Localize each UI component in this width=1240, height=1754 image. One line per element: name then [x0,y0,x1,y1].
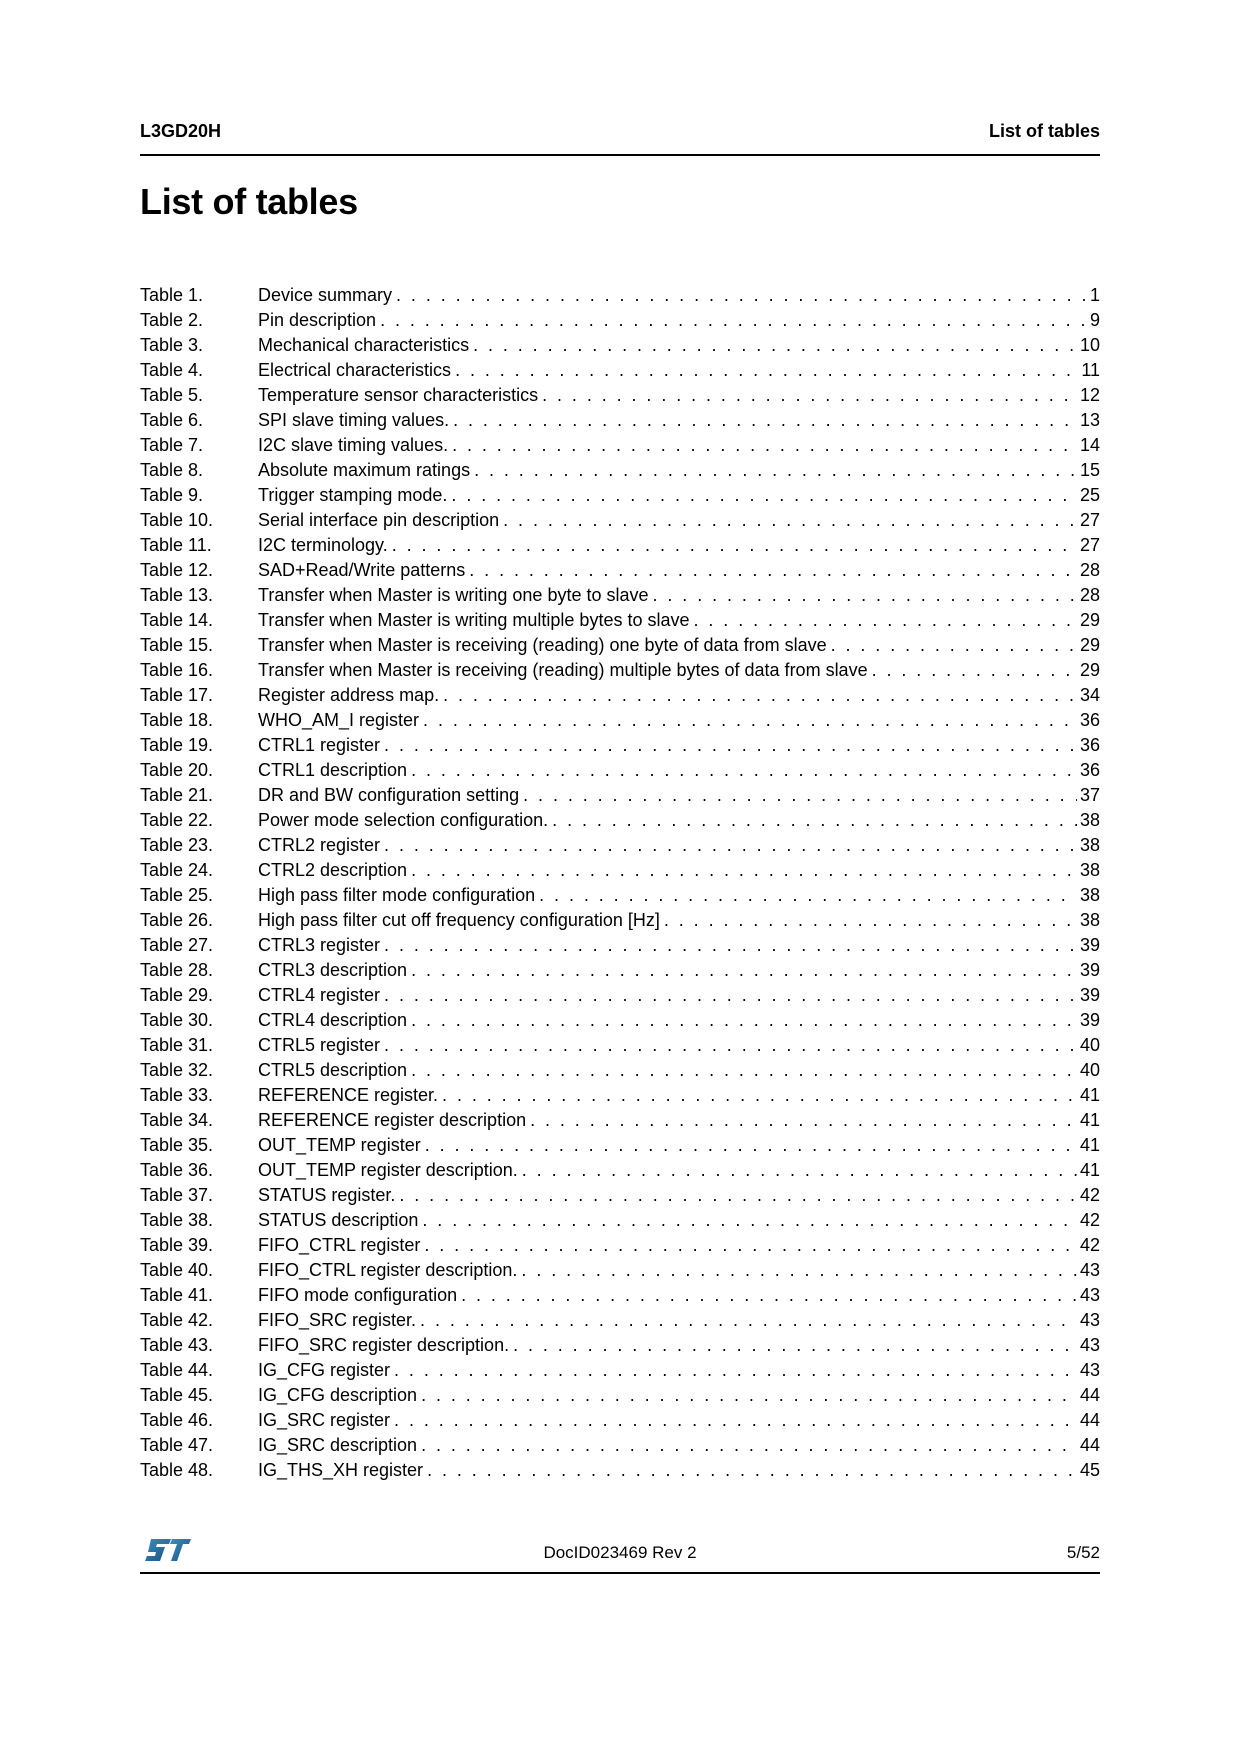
table-number: Table 38. [140,1210,214,1230]
dot-leader [542,383,1077,408]
header-divider [140,154,1100,156]
table-number: Table 25. [140,885,214,905]
table-title-link[interactable]: CTRL4 register [258,983,384,1008]
table-title-link[interactable]: Transfer when Master is receiving (reading) one byte of data from slave [258,633,831,658]
dot-leader [872,658,1077,683]
page-number-link[interactable]: 11 [1081,360,1100,380]
dot-leader [523,783,1077,808]
dot-leader [461,1283,1077,1308]
table-number: Table 15. [140,635,214,655]
dot-leader [384,1033,1077,1058]
toc-entry[interactable] [140,558,1100,583]
page-number-link[interactable]: 44 [1079,1435,1100,1455]
dot-leader [474,458,1077,483]
toc-entry[interactable] [140,908,1100,933]
table-number: Table 30. [140,1010,214,1030]
page-number-link[interactable]: 44 [1079,1410,1100,1430]
dot-leader [392,533,1077,558]
table-title-link[interactable]: FIFO_CTRL register [258,1233,424,1258]
table-title-link[interactable]: I2C slave timing values. [258,433,452,458]
table-title-link[interactable]: IG_CFG register [258,1358,394,1383]
table-number: Table 4. [140,360,204,380]
table-title-link[interactable]: CTRL1 description [258,758,411,783]
dot-leader [503,508,1077,533]
table-title-link[interactable]: IG_SRC description [258,1433,421,1458]
page-number-link[interactable]: 38 [1079,910,1100,930]
table-title-link[interactable]: CTRL2 register [258,833,384,858]
toc-entry[interactable] [140,633,1100,658]
page-header [140,121,1100,145]
dot-leader [427,1458,1077,1483]
dot-leader [384,983,1077,1008]
page-number-link[interactable]: 36 [1079,760,1100,780]
toc-entry[interactable] [140,1333,1100,1358]
dot-leader [396,283,1087,308]
dot-leader [411,758,1077,783]
page-number-link[interactable]: 29 [1079,660,1100,680]
table-number: Table 34. [140,1110,214,1130]
page-title: List of tables [140,181,358,222]
page-number-link[interactable]: 38 [1079,835,1100,855]
toc-entry[interactable] [140,1258,1100,1283]
table-number: Table 47. [140,1435,214,1455]
page-number-link[interactable]: 39 [1079,935,1100,955]
dot-leader [384,933,1077,958]
table-title-link[interactable]: CTRL3 register [258,933,384,958]
page-number-link[interactable]: 41 [1079,1135,1100,1155]
table-number: Table 5. [140,385,204,405]
table-number: Table 19. [140,735,214,755]
page-number-link[interactable]: 40 [1079,1035,1100,1055]
dot-leader [469,558,1077,583]
page-number-link[interactable]: 43 [1079,1360,1100,1380]
toc-entry[interactable] [140,858,1100,883]
toc-entry[interactable] [140,658,1100,683]
toc-entry[interactable] [140,1283,1100,1308]
dot-leader [394,1358,1077,1383]
table-title-link[interactable]: DR and BW configuration setting [258,783,523,808]
page-number-link[interactable]: 14 [1079,435,1100,455]
table-number: Table 46. [140,1410,214,1430]
table-number: Table 45. [140,1385,214,1405]
page-number-link[interactable]: 42 [1079,1185,1100,1205]
table-number: Table 37. [140,1185,214,1205]
page-number-link[interactable]: 41 [1079,1110,1100,1130]
table-number: Table 9. [140,485,204,505]
table-number: Table 16. [140,660,214,680]
page-number-link[interactable]: 39 [1079,960,1100,980]
toc-entry[interactable] [140,1133,1100,1158]
toc-entry[interactable] [140,983,1100,1008]
table-number: Table 27. [140,935,214,955]
toc-entry[interactable] [140,1358,1100,1383]
table-number: Table 24. [140,860,214,880]
toc-entry[interactable] [140,608,1100,633]
table-title-link[interactable]: WHO_AM_I register [258,708,423,733]
table-title-link[interactable]: Register address map. [258,683,443,708]
table-title-link[interactable]: Pin description [258,308,380,333]
toc-entry[interactable] [140,283,1100,308]
table-title-link[interactable]: REFERENCE register description [258,1108,530,1133]
toc-entry[interactable] [140,408,1100,433]
page-number-link[interactable]: 38 [1079,810,1100,830]
dot-leader [664,908,1077,933]
page-number-link[interactable]: 27 [1079,510,1100,530]
page-number-link[interactable]: 9 [1089,310,1100,330]
dot-leader [421,1383,1077,1408]
dot-leader [421,1433,1077,1458]
table-title-link[interactable]: Power mode selection configuration. [258,808,552,833]
dot-leader [442,1083,1077,1108]
page-number-link[interactable]: 41 [1079,1160,1100,1180]
table-title-link[interactable]: High pass filter mode configuration [258,883,539,908]
table-title-link[interactable]: FIFO mode configuration [258,1283,461,1308]
table-number: Table 18. [140,710,214,730]
page-number-link[interactable]: 28 [1079,560,1100,580]
table-number: Table 7. [140,435,204,455]
table-number: Table 14. [140,610,214,630]
table-title-link[interactable]: Device summary [258,283,396,308]
table-number: Table 12. [140,560,214,580]
dot-leader [451,483,1077,508]
page-number-link[interactable]: 45 [1079,1460,1100,1480]
table-number: Table 48. [140,1460,214,1480]
table-title-link[interactable]: Electrical characteristics [258,358,455,383]
page-number-link[interactable]: 34 [1079,685,1100,705]
table-number: Table 39. [140,1235,214,1255]
dot-leader [420,1308,1077,1333]
toc-entry[interactable] [140,483,1100,508]
table-number: Table 13. [140,585,214,605]
dot-leader [411,1008,1077,1033]
page-number-link[interactable]: 15 [1079,460,1100,480]
toc-entry[interactable] [140,933,1100,958]
table-title-link[interactable]: OUT_TEMP register [258,1133,425,1158]
table-title-link[interactable]: Temperature sensor characteristics [258,383,542,408]
table-number: Table 10. [140,510,214,530]
toc-entry[interactable] [140,733,1100,758]
toc-entry[interactable] [140,1083,1100,1108]
table-title-link[interactable]: CTRL2 description [258,858,411,883]
table-number: Table 26. [140,910,214,930]
footer-page-number: 5/52 [1066,1543,1100,1562]
table-title-link[interactable]: CTRL4 description [258,1008,411,1033]
table-title-link[interactable]: CTRL3 description [258,958,411,983]
table-number: Table 20. [140,760,214,780]
toc-entry[interactable] [140,433,1100,458]
table-title-link[interactable]: Transfer when Master is writing one byte to slave [258,583,653,608]
toc-entry[interactable] [140,1183,1100,1208]
table-title-link[interactable]: Transfer when Master is receiving (reading) multiple bytes of data from slave [258,658,872,683]
toc-entry[interactable] [140,458,1100,483]
table-title-link[interactable]: IG_SRC register [258,1408,394,1433]
table-number: Table 35. [140,1135,214,1155]
table-number: Table 21. [140,785,214,805]
table-number: Table 2. [140,310,204,330]
page-number-link[interactable]: 39 [1079,1010,1100,1030]
table-title-link[interactable]: SAD+Read/Write patterns [258,558,469,583]
table-title-link[interactable]: SPI slave timing values. [258,408,453,433]
table-title-link[interactable]: OUT_TEMP register description. [258,1158,522,1183]
table-title-link[interactable]: Transfer when Master is writing multiple bytes to slave [258,608,694,633]
dot-leader [411,958,1077,983]
table-title-link[interactable]: Trigger stamping mode. [258,483,451,508]
table-number: Table 36. [140,1160,214,1180]
page-number-link[interactable]: 43 [1079,1310,1100,1330]
toc-entry[interactable] [140,758,1100,783]
page-number-link[interactable]: 41 [1079,1085,1100,1105]
page-number-link[interactable]: 12 [1079,385,1100,405]
page-footer [140,1536,1100,1566]
toc-entry[interactable] [140,1008,1100,1033]
toc-entry[interactable] [140,1458,1100,1483]
page-number-link[interactable]: 1 [1089,285,1100,305]
table-title-link[interactable]: CTRL1 register [258,733,384,758]
table-number: Table 44. [140,1360,214,1380]
dot-leader [521,1258,1077,1283]
page-number-link[interactable]: 42 [1079,1210,1100,1230]
document-page [140,0,1100,1754]
page-number-link[interactable]: 13 [1079,410,1100,430]
table-number: Table 43. [140,1335,214,1355]
toc-entry[interactable] [140,1108,1100,1133]
toc-entry[interactable] [140,1408,1100,1433]
toc-entry[interactable] [140,508,1100,533]
table-number: Table 8. [140,460,204,480]
toc-entry[interactable] [140,308,1100,333]
dot-leader [443,683,1077,708]
toc-entry[interactable] [140,708,1100,733]
dot-leader [653,583,1077,608]
table-number: Table 1. [140,285,204,305]
toc-entry[interactable] [140,1308,1100,1333]
dot-leader [552,808,1077,833]
page-number-link[interactable]: 29 [1079,610,1100,630]
table-number: Table 31. [140,1035,214,1055]
dot-leader [380,308,1087,333]
toc-entry[interactable] [140,358,1100,383]
table-title-link[interactable]: FIFO_CTRL register description. [258,1258,521,1283]
toc-entry[interactable] [140,683,1100,708]
table-title-link[interactable]: IG_THS_XH register [258,1458,427,1483]
toc-entry[interactable] [140,833,1100,858]
toc-entry[interactable] [140,1033,1100,1058]
table-title-link[interactable]: High pass filter cut off frequency configuration [Hz] [258,908,664,933]
table-title-link[interactable]: REFERENCE register. [258,1083,442,1108]
header-section: List of tables [988,121,1100,141]
dot-leader [422,1208,1077,1233]
dot-leader [411,858,1077,883]
toc-entry[interactable] [140,1158,1100,1183]
page-number-link[interactable]: 42 [1079,1235,1100,1255]
page-number-link[interactable]: 37 [1079,785,1100,805]
page-number-link[interactable]: 44 [1079,1385,1100,1405]
table-title-link[interactable]: FIFO_SRC register. [258,1308,420,1333]
dot-leader [522,1158,1077,1183]
page-number-link[interactable]: 25 [1079,485,1100,505]
toc-entry[interactable] [140,783,1100,808]
page-number-link[interactable]: 43 [1079,1260,1100,1280]
dot-leader [473,333,1077,358]
dot-leader [452,433,1077,458]
table-number: Table 11. [140,535,212,555]
dot-leader [424,1233,1077,1258]
table-title-link[interactable]: CTRL5 register [258,1033,384,1058]
dot-leader [513,1333,1077,1358]
table-title-link[interactable]: CTRL5 description [258,1058,411,1083]
list-of-tables [140,283,1100,1483]
page-number-link[interactable]: 40 [1079,1060,1100,1080]
table-title-link[interactable]: STATUS description [258,1208,422,1233]
dot-leader [423,708,1077,733]
page-number-link[interactable]: 39 [1079,985,1100,1005]
dot-leader [453,408,1077,433]
table-title-link[interactable]: Mechanical characteristics [258,333,473,358]
page-number-link[interactable]: 36 [1079,710,1100,730]
page-number-link[interactable]: 38 [1079,885,1100,905]
table-number: Table 22. [140,810,214,830]
footer-doc-id: DocID023469 Rev 2 [543,1543,697,1562]
page-number-link[interactable]: 27 [1079,535,1100,555]
table-title-link[interactable]: IG_CFG description [258,1383,421,1408]
toc-entry[interactable] [140,1058,1100,1083]
toc-entry[interactable] [140,583,1100,608]
table-number: Table 40. [140,1260,214,1280]
page-number-link[interactable]: 29 [1079,635,1100,655]
toc-entry[interactable] [140,383,1100,408]
header-doc-name: L3GD20H [140,121,222,141]
table-number: Table 3. [140,335,204,355]
page-number-link[interactable]: 43 [1079,1335,1100,1355]
toc-entry[interactable] [140,1208,1100,1233]
toc-entry[interactable] [140,533,1100,558]
table-number: Table 32. [140,1060,214,1080]
table-title-link[interactable]: FIFO_SRC register description. [258,1333,513,1358]
table-title-link[interactable]: Absolute maximum ratings [258,458,474,483]
table-title-link[interactable]: I2C terminology. [258,533,392,558]
toc-entry[interactable] [140,1383,1100,1408]
dot-leader [425,1133,1077,1158]
table-number: Table 28. [140,960,214,980]
table-title-link[interactable]: STATUS register. [258,1183,399,1208]
page-number-link[interactable]: 38 [1079,860,1100,880]
table-number: Table 6. [140,410,204,430]
table-number: Table 33. [140,1085,214,1105]
toc-entry[interactable] [140,883,1100,908]
table-number: Table 17. [140,685,214,705]
dot-leader [831,633,1077,658]
dot-leader [455,358,1078,383]
page-number-link[interactable]: 36 [1079,735,1100,755]
table-number: Table 42. [140,1310,214,1330]
dot-leader [399,1183,1077,1208]
toc-entry[interactable] [140,808,1100,833]
dot-leader [694,608,1077,633]
table-number: Table 41. [140,1285,214,1305]
dot-leader [530,1108,1077,1133]
dot-leader [384,733,1077,758]
toc-entry[interactable] [140,1433,1100,1458]
table-number: Table 23. [140,835,214,855]
dot-leader [411,1058,1077,1083]
footer-divider [140,1572,1100,1574]
table-title-link[interactable]: Serial interface pin description [258,508,503,533]
page-number-link[interactable]: 10 [1079,335,1100,355]
dot-leader [394,1408,1077,1433]
toc-entry[interactable] [140,958,1100,983]
toc-entry[interactable] [140,1233,1100,1258]
toc-entry[interactable] [140,333,1100,358]
dot-leader [384,833,1077,858]
dot-leader [539,883,1077,908]
page-number-link[interactable]: 43 [1079,1285,1100,1305]
page-number-link[interactable]: 28 [1079,585,1100,605]
table-number: Table 29. [140,985,214,1005]
